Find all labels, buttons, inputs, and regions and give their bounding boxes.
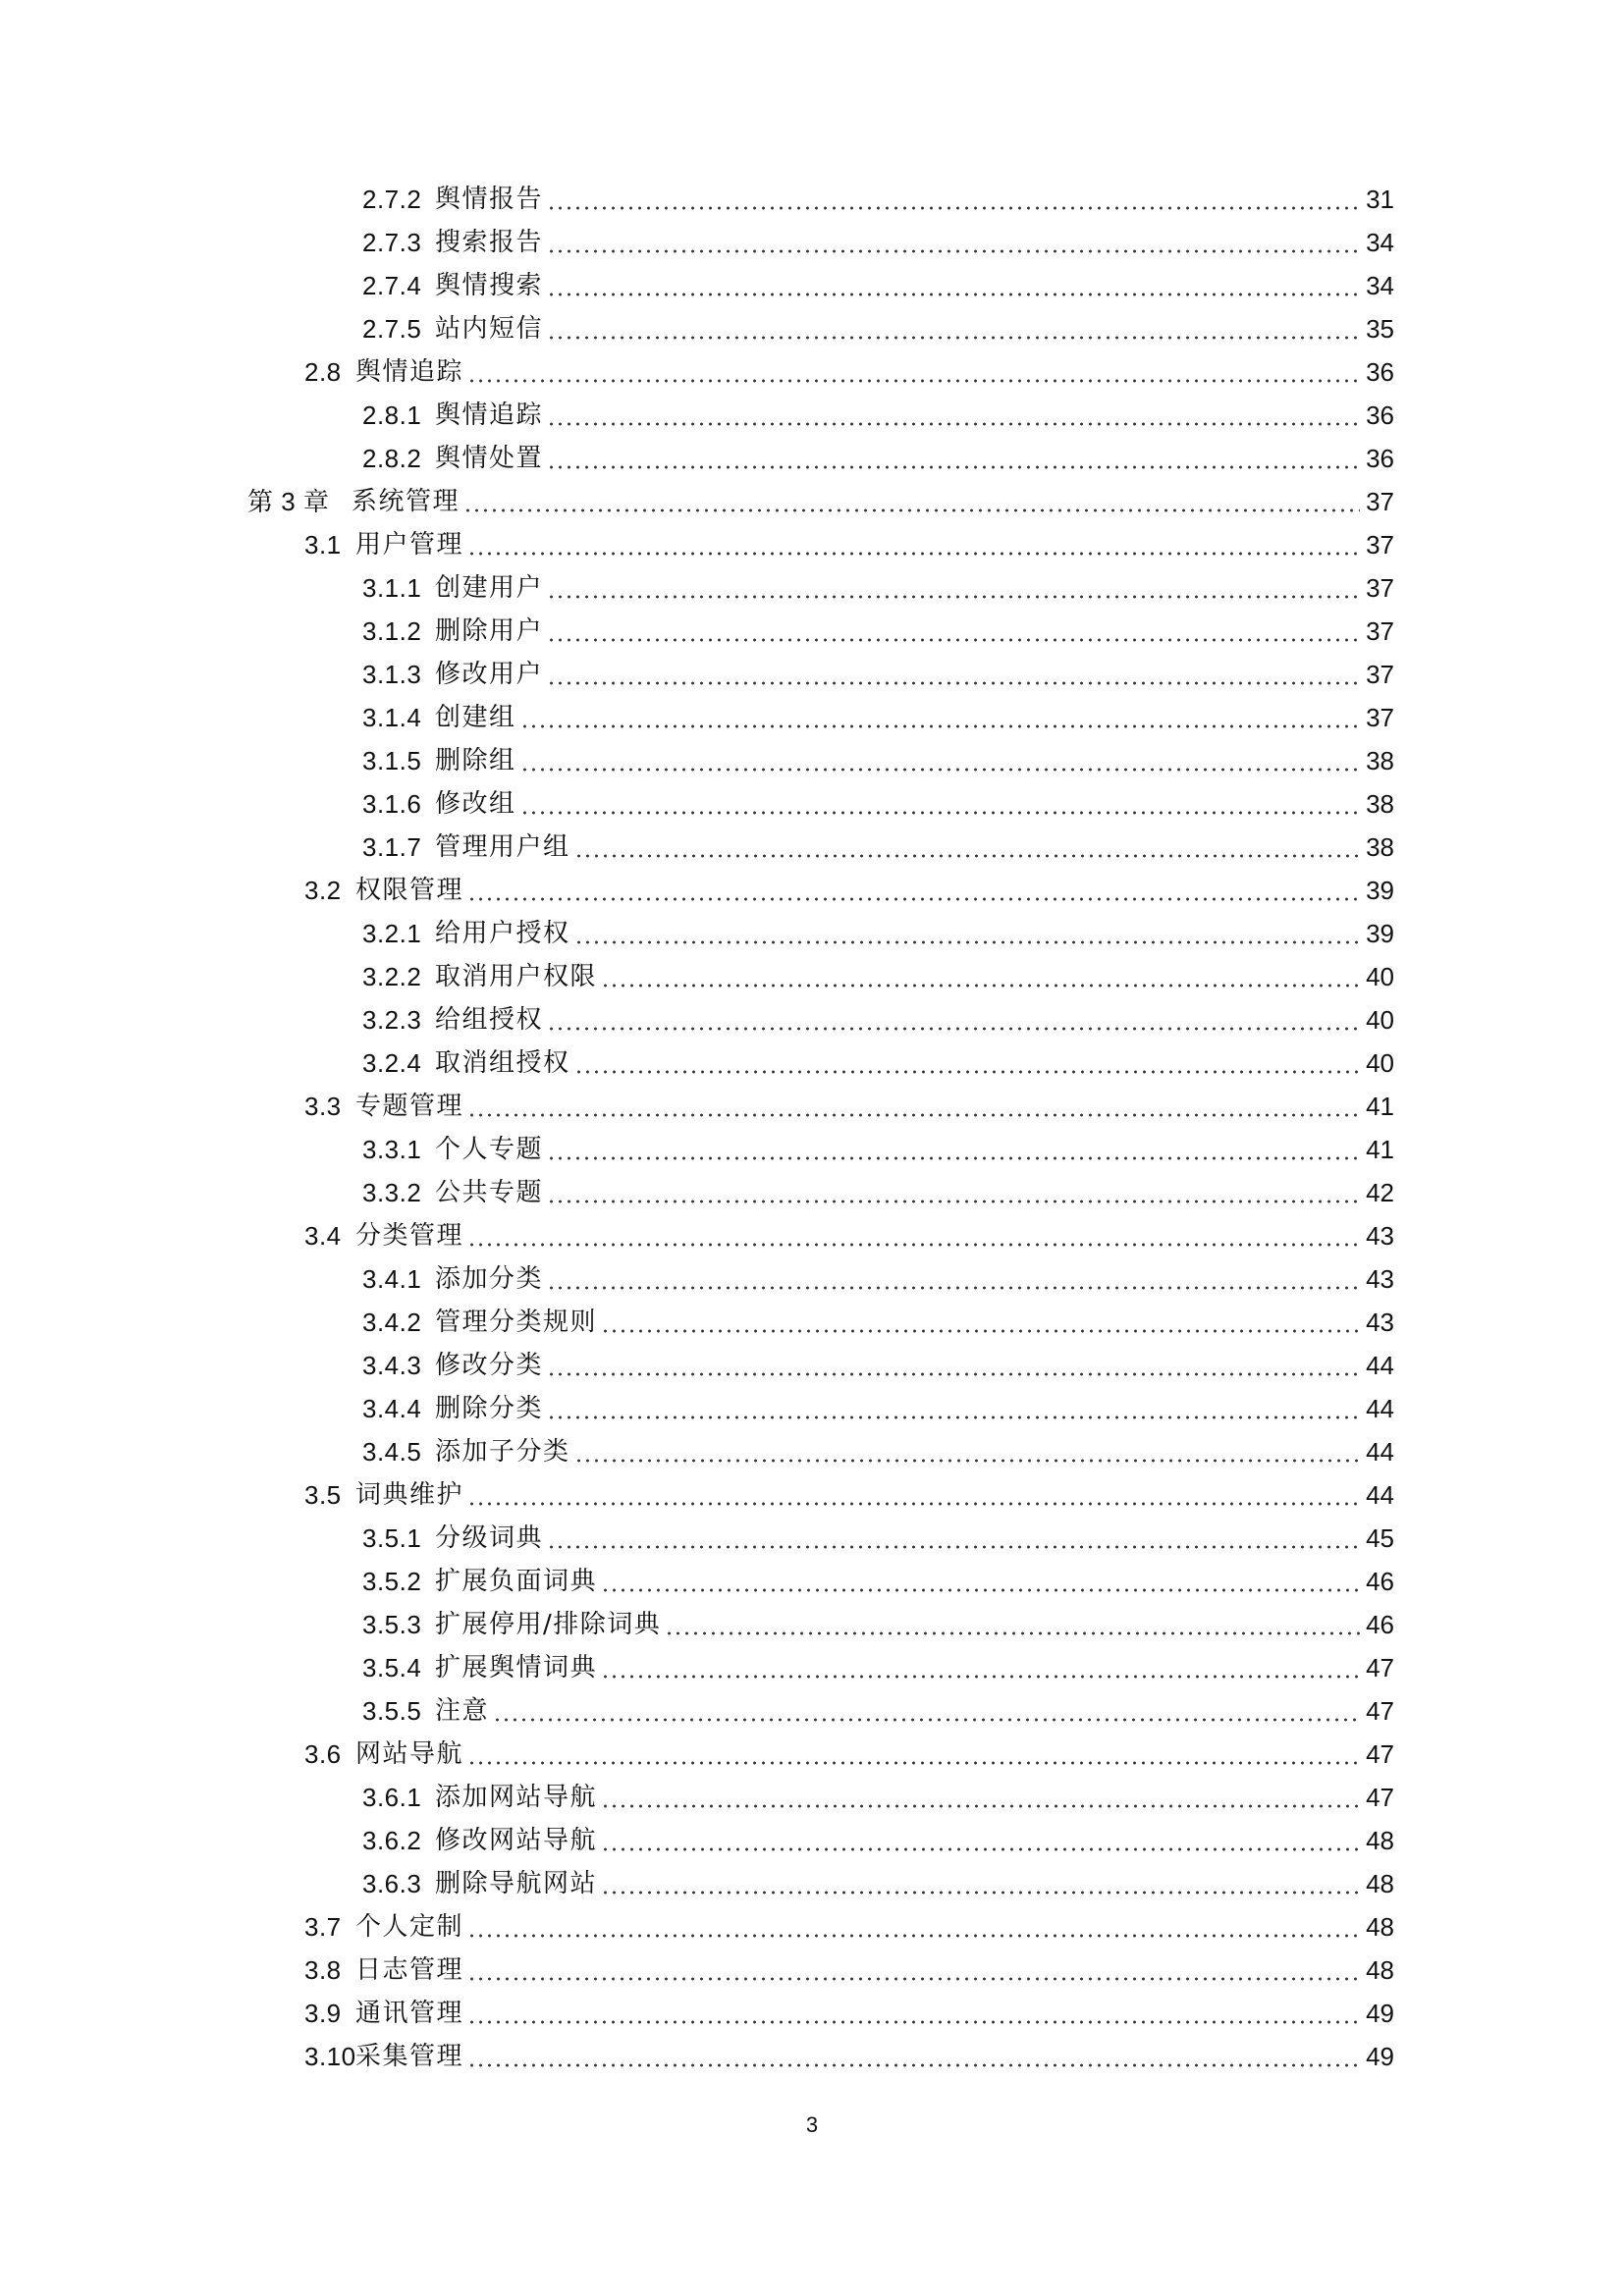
toc-entry-title: 修改分类 [435, 1351, 544, 1380]
dot-leader [574, 834, 1361, 860]
dot-leader [520, 705, 1361, 730]
dot-leader [520, 791, 1361, 817]
dot-leader [601, 1569, 1360, 1594]
toc-entry-page: 47 [1366, 1653, 1394, 1682]
dot-leader [547, 187, 1360, 212]
toc-entry-page: 48 [1366, 1955, 1394, 1985]
dot-leader [547, 1137, 1360, 1162]
toc-entry[interactable] [362, 912, 1394, 955]
toc-entry-title: 管理用户组 [435, 832, 570, 862]
toc-entry-page: 38 [1366, 746, 1394, 775]
toc-entry[interactable] [362, 1128, 1394, 1171]
toc-entry-number: 3.5.3 [362, 1610, 422, 1639]
toc-entry-page: 44 [1366, 1437, 1394, 1467]
toc-entry-number: 3.6.1 [362, 1783, 422, 1812]
toc-entry-title: 专题管理 [355, 1092, 464, 1121]
dot-leader [467, 1482, 1360, 1508]
toc-entry[interactable] [362, 955, 1394, 998]
toc-entry[interactable] [362, 1257, 1394, 1301]
toc-entry-title: 舆情追踪 [355, 357, 464, 387]
toc-entry-number: 3.5.1 [362, 1523, 422, 1553]
toc-entry-page: 48 [1366, 1826, 1394, 1855]
toc-entry-number: 3.5.4 [362, 1653, 422, 1682]
toc-entry[interactable] [304, 1085, 1394, 1128]
toc-entry[interactable] [362, 1819, 1394, 1862]
dot-leader [601, 1785, 1360, 1810]
dot-leader [601, 1655, 1360, 1681]
toc-entry-title: 管理分类规则 [435, 1308, 598, 1337]
toc-entry[interactable] [362, 178, 1394, 221]
toc-entry-page: 35 [1366, 314, 1394, 344]
toc-entry[interactable] [362, 1603, 1394, 1646]
toc-entry-title: 删除分类 [435, 1394, 544, 1423]
toc-entry-page: 36 [1366, 357, 1394, 387]
toc-entry-number: 3.1.6 [362, 789, 422, 819]
toc-entry-number: 3.1.3 [362, 660, 422, 689]
toc-entry[interactable] [362, 782, 1394, 826]
toc-entry-number: 3.4.1 [362, 1264, 422, 1294]
dot-leader [547, 1007, 1360, 1033]
dot-leader [547, 316, 1360, 342]
toc-entry-page: 37 [1366, 660, 1394, 689]
dot-leader [601, 1871, 1360, 1896]
dot-leader [463, 489, 1360, 514]
toc-entry-page: 46 [1366, 1567, 1394, 1596]
dot-leader [467, 359, 1360, 385]
dot-leader [547, 618, 1360, 644]
toc-entry-page: 43 [1366, 1221, 1394, 1251]
toc-entry[interactable] [362, 221, 1394, 264]
toc-entry[interactable] [362, 653, 1394, 696]
toc-entry-number: 2.7.3 [362, 228, 422, 257]
toc-entry-number: 3.2 [304, 876, 342, 905]
toc-entry[interactable] [362, 826, 1394, 869]
toc-entry-number: 3.2.3 [362, 1005, 422, 1035]
toc-entry[interactable] [362, 566, 1394, 610]
toc-entry-number: 3.3 [304, 1092, 342, 1121]
toc-entry[interactable] [362, 394, 1394, 437]
toc-entry[interactable] [362, 1517, 1394, 1560]
dot-leader [547, 662, 1360, 687]
toc-entry-page: 42 [1366, 1178, 1394, 1207]
dot-leader [493, 1698, 1360, 1724]
toc-entry-page: 39 [1366, 919, 1394, 948]
toc-entry-number: 2.7.4 [362, 271, 422, 300]
toc-entry[interactable] [362, 696, 1394, 739]
toc-entry-title: 添加网站导航 [435, 1783, 598, 1812]
toc-entry-number: 3.1.2 [362, 616, 422, 646]
dot-leader [601, 964, 1360, 989]
toc-entry-number: 3.2.1 [362, 919, 422, 948]
toc-entry[interactable] [304, 350, 1394, 394]
toc-entry-page: 43 [1366, 1264, 1394, 1294]
dot-leader [467, 1914, 1360, 1940]
toc-entry-page: 34 [1366, 271, 1394, 300]
toc-entry-page: 49 [1366, 2042, 1394, 2071]
toc-entry[interactable] [362, 264, 1394, 307]
toc-entry-page: 40 [1366, 962, 1394, 991]
toc-entry-title: 创建用户 [435, 573, 544, 603]
toc-entry-number: 3.10 [304, 2042, 356, 2071]
toc-entry-number: 3.6 [304, 1739, 342, 1769]
toc-entry-page: 37 [1366, 530, 1394, 560]
page-number: 3 [805, 2112, 819, 2137]
toc-entry[interactable] [304, 1473, 1394, 1517]
toc-entry-number: 3.8 [304, 1955, 342, 1985]
dot-leader [547, 402, 1360, 428]
toc-entry-title: 用户管理 [355, 530, 464, 560]
dot-leader [467, 1223, 1360, 1249]
toc-entry-page: 48 [1366, 1869, 1394, 1898]
toc-entry-title: 舆情报告 [435, 185, 544, 214]
dot-leader [665, 1612, 1360, 1637]
toc-entry-number: 3.1 [304, 530, 342, 560]
toc-entry-number: 3.3.2 [362, 1178, 422, 1207]
toc-entry-title: 删除用户 [435, 616, 544, 646]
dot-leader [547, 1180, 1360, 1205]
toc-entry-page: 38 [1366, 832, 1394, 862]
dot-leader [574, 1050, 1361, 1076]
toc-entry-title: 舆情搜索 [435, 271, 544, 300]
toc-entry-page: 38 [1366, 789, 1394, 819]
toc-entry-title: 通讯管理 [355, 1999, 464, 2028]
toc-entry-number: 3.6.3 [362, 1869, 422, 1898]
toc-entry[interactable] [304, 1733, 1394, 1776]
toc-entry-page: 49 [1366, 1999, 1394, 2028]
toc-entry-page: 37 [1366, 616, 1394, 646]
toc-entry-number: 3.6.2 [362, 1826, 422, 1855]
toc-entry-title: 修改用户 [435, 660, 544, 689]
toc-entry[interactable] [362, 1301, 1394, 1344]
toc-entry[interactable] [362, 739, 1394, 782]
toc-entry[interactable] [362, 1041, 1394, 1085]
toc-entry-number: 3.4.5 [362, 1437, 422, 1467]
toc-entry-page: 45 [1366, 1523, 1394, 1553]
dot-leader [467, 878, 1360, 903]
dot-leader [520, 748, 1361, 774]
toc-entry-title: 舆情追踪 [435, 400, 544, 430]
toc-entry[interactable] [362, 1344, 1394, 1387]
toc-entry-title: 系统管理 [352, 487, 460, 516]
toc-entry-title: 修改网站导航 [435, 1826, 598, 1855]
toc-entry-title: 给组授权 [435, 1005, 544, 1035]
dot-leader [547, 575, 1360, 601]
toc-entry-number: 2.8 [304, 357, 342, 387]
toc-entry-page: 46 [1366, 1610, 1394, 1639]
dot-leader [574, 921, 1361, 946]
toc-entry-title: 取消组授权 [435, 1048, 570, 1078]
toc-entry-number: 3.7 [304, 1912, 342, 1942]
toc-entry[interactable] [304, 1992, 1394, 2035]
dot-leader [467, 2044, 1360, 2069]
dot-leader [467, 532, 1360, 558]
toc-entry-title: 公共专题 [435, 1178, 544, 1207]
toc-entry-title: 个人定制 [355, 1912, 464, 1942]
toc-entry[interactable] [304, 1905, 1394, 1949]
dot-leader [547, 446, 1360, 471]
toc-entry-number: 3.9 [304, 1999, 342, 2028]
toc-entry-page: 40 [1366, 1005, 1394, 1035]
toc-entry[interactable] [304, 869, 1394, 912]
dot-leader [467, 2001, 1360, 2026]
toc-entry[interactable] [362, 1387, 1394, 1430]
toc-entry-page: 41 [1366, 1092, 1394, 1121]
toc-entry-title: 注意 [435, 1696, 490, 1726]
toc-entry-page: 48 [1366, 1912, 1394, 1942]
toc-entry-number: 2.8.2 [362, 444, 422, 473]
toc-entry-page: 36 [1366, 444, 1394, 473]
toc-entry[interactable] [304, 1214, 1394, 1257]
dot-leader [574, 1439, 1361, 1465]
toc-entry-title: 个人专题 [435, 1135, 544, 1164]
toc-entry-page: 47 [1366, 1739, 1394, 1769]
toc-entry-title: 删除导航网站 [435, 1869, 598, 1898]
dot-leader [547, 1266, 1360, 1292]
toc-entry-title: 取消用户权限 [435, 962, 598, 991]
toc-entry-title: 词典维护 [355, 1480, 464, 1510]
toc-entry-title: 扩展负面词典 [435, 1567, 598, 1596]
toc-entry-number: 3.1.1 [362, 573, 422, 603]
toc-entry[interactable] [362, 1430, 1394, 1473]
toc-entry-page: 44 [1366, 1480, 1394, 1510]
toc-entry-title: 分类管理 [355, 1221, 464, 1251]
toc-entry-page: 41 [1366, 1135, 1394, 1164]
toc-entry-title: 给用户授权 [435, 919, 570, 948]
toc-entry[interactable] [362, 610, 1394, 653]
toc-entry-number: 3.5 [304, 1480, 342, 1510]
toc-entry[interactable] [362, 1689, 1394, 1733]
toc-entry-title: 修改组 [435, 789, 516, 819]
dot-leader [547, 273, 1360, 298]
dot-leader [467, 1741, 1360, 1767]
toc-entry-page: 39 [1366, 876, 1394, 905]
toc-entry-page: 47 [1366, 1696, 1394, 1726]
toc-entry[interactable] [304, 2035, 1394, 2078]
toc-entry[interactable] [304, 1949, 1394, 1992]
toc-entry-title: 删除组 [435, 746, 516, 775]
toc-entry-number: 3.4.2 [362, 1308, 422, 1337]
toc-entry[interactable] [362, 437, 1394, 480]
toc-entry-number: 3.4.3 [362, 1351, 422, 1380]
toc-entry-title: 扩展舆情词典 [435, 1653, 598, 1682]
toc-entry-number: 3.4.4 [362, 1394, 422, 1423]
toc-entry-number: 3.1.4 [362, 703, 422, 732]
toc-entry-title: 权限管理 [355, 876, 464, 905]
dot-leader [467, 1094, 1360, 1119]
toc-entry-page: 40 [1366, 1048, 1394, 1078]
toc-entry-page: 37 [1366, 703, 1394, 732]
toc-entry-number: 3.3.1 [362, 1135, 422, 1164]
toc-entry-page: 44 [1366, 1351, 1394, 1380]
toc-entry[interactable] [247, 480, 1394, 523]
toc-entry[interactable] [362, 1646, 1394, 1689]
toc-entry-title: 站内短信 [435, 314, 544, 344]
toc-entry[interactable] [362, 1776, 1394, 1819]
toc-entry[interactable] [362, 307, 1394, 350]
dot-leader [601, 1309, 1360, 1335]
dot-leader [547, 1353, 1360, 1378]
toc-entry-title: 日志管理 [355, 1955, 464, 1985]
toc-entry-page: 43 [1366, 1308, 1394, 1337]
toc-entry-number: 3.2.4 [362, 1048, 422, 1078]
toc-entry-number: 3.4 [304, 1221, 342, 1251]
toc-entry-number: 3.1.7 [362, 832, 422, 862]
toc-entry-number: 2.8.1 [362, 400, 422, 430]
toc-entry-page: 37 [1366, 487, 1394, 516]
dot-leader [547, 1525, 1360, 1551]
toc-entry-number: 3.5.2 [362, 1567, 422, 1596]
toc-entry-title: 添加分类 [435, 1264, 544, 1294]
dot-leader [601, 1828, 1360, 1853]
toc-entry-title: 创建组 [435, 703, 516, 732]
toc-entry-number: 2.7.2 [362, 185, 422, 214]
toc-entry-page: 44 [1366, 1394, 1394, 1423]
dot-leader [467, 1957, 1360, 1983]
toc-entry[interactable] [362, 998, 1394, 1041]
toc-entry-title: 扩展停用/排除词典 [435, 1610, 662, 1639]
toc-entry-page: 37 [1366, 573, 1394, 603]
dot-leader [547, 230, 1360, 255]
toc-entry-page: 47 [1366, 1783, 1394, 1812]
toc-entry-title: 采集管理 [355, 2042, 464, 2071]
dot-leader [547, 1396, 1360, 1421]
toc-entry-number: 3.2.2 [362, 962, 422, 991]
toc-entry[interactable] [304, 523, 1394, 566]
toc-entry-number: 3.5.5 [362, 1696, 422, 1726]
toc-entry-title: 分级词典 [435, 1523, 544, 1553]
toc-entry-title: 网站导航 [355, 1739, 464, 1769]
toc-entry-page: 34 [1366, 228, 1394, 257]
toc-entry[interactable] [362, 1862, 1394, 1905]
toc-entry-title: 搜索报告 [435, 228, 544, 257]
toc-entry[interactable] [362, 1560, 1394, 1603]
toc-entry-number: 2.7.5 [362, 314, 422, 344]
toc-entry-page: 31 [1366, 185, 1394, 214]
toc-entry[interactable] [362, 1171, 1394, 1214]
toc-entry-number: 第 3 章 [247, 487, 330, 516]
toc-entry-title: 添加子分类 [435, 1437, 570, 1467]
toc-entry-number: 3.1.5 [362, 746, 422, 775]
toc-entry-title: 舆情处置 [435, 444, 544, 473]
toc-entry-page: 36 [1366, 400, 1394, 430]
